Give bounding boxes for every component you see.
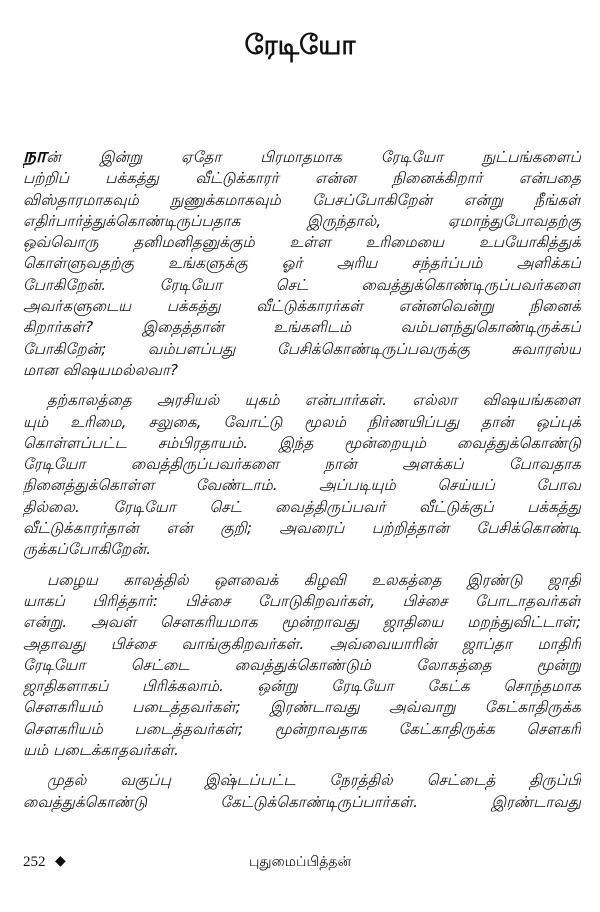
book-author: புதுமைப்பித்தன் xyxy=(248,854,352,870)
text-line: நினைத்துக்கொள்ள வேண்டாம். அப்படியும் செய்யப் போவ xyxy=(23,476,581,495)
text-line: விஸ்தாரமாகவும் நுணுக்கமாகவும் பேசப்போகிறேன் என்று நீங்கள் xyxy=(23,190,581,209)
text-line: பற்றிப் பக்கத்து வீட்டுக்காரர் என்ன நினைக்கிறார் என்பதை xyxy=(23,169,581,188)
text-line: மான விஷயமல்லவா? xyxy=(23,360,178,379)
text-line: சௌகரியம் படைத்தவர்கள்; மூன்றாவதாக கேட்காதிருக்க சௌகரி xyxy=(23,719,581,738)
text-line: எதிர்பார்த்துக்கொண்டிருப்பதாக இருந்தால், ஏமாந்துபோவதற்கு xyxy=(23,211,581,230)
page-title: ரேடியோ xyxy=(244,30,356,61)
paragraph-4 xyxy=(23,770,581,813)
text-line: போகிறேன். ரேடியோ செட் வைத்துக்கொண்டிருப்பவர்களை xyxy=(23,275,581,294)
text-line: ஜாதிகளாகப் பிரிக்கலாம். ஒன்று ரேடியோ கேட்க சொந்தமாக xyxy=(23,677,581,696)
text-line: தில்லை. ரேடியோ செட் வைத்திருப்பவர் வீட்டுக்குப் பக்கத்து xyxy=(23,497,581,516)
body-text xyxy=(23,145,581,813)
text-line: கிறார்கள்? இதைத்தான் உங்களிடம் வம்பளந்துகொண்டிருக்கப் xyxy=(23,318,581,337)
text-line: கொள்ளப்பட்ட சம்பிரதாயம். இந்த மூன்றையும் வைத்துக்கொண்டு xyxy=(23,433,581,452)
text-line: சௌகரியம் படைத்தவர்கள்; இரண்டாவது அவ்வாறு கேட்காதிருக்க xyxy=(23,698,581,717)
text-line: வீட்டுக்காரர்தான் என் குறி; அவரைப் பற்றித்தான் பேசிக்கொண்டி xyxy=(23,519,581,538)
paragraph-1 xyxy=(23,145,581,381)
page-number: 252 xyxy=(23,854,46,870)
text-line: ன் இன்று ஏதோ பிரமாதமாக ரேடியோ நுட்பங்களைப் xyxy=(46,148,581,166)
text-line: பழைய காலத்தில் ஔவைக் கிழவி உலகத்தை இரண்டு ஜாதி xyxy=(47,570,581,589)
text-line: வைத்துக்கொண்டு கேட்டுக்கொண்டிருப்பார்கள். இரண்டாவது xyxy=(23,792,581,811)
diamond-icon: ◆ xyxy=(55,854,66,869)
text-line: கொள்ளுவதற்கு உங்களுக்கு ஓர் அரிய சந்தர்ப்பம் அளிக்கப் xyxy=(23,254,581,273)
text-line: போகிறேன்; வம்பளப்பது பேசிக்கொண்டிருப்பவருக்கு சுவாரஸ்ய xyxy=(23,339,581,358)
text-line: ஒவ்வொரு தனிமனிதனுக்கும் உள்ள உரிமையை உபயோகித்துக் xyxy=(23,233,581,252)
text-line: என்று. அவள் சௌகரியமாக மூன்றாவது ஜாதியை மறந்துவிட்டாள்; xyxy=(23,613,581,632)
text-line: ருக்கப்போகிறேன். xyxy=(23,540,151,559)
text-line: முதல் வகுப்பு இஷ்டப்பட்ட நேரத்தில் செட்டைத் திருப்பி xyxy=(47,771,581,790)
text-line: ரேடியோ வைத்திருப்பவர்களை நான் அளக்கப் போவதாக xyxy=(23,455,581,474)
page-footer xyxy=(0,854,600,874)
dropcap: நா xyxy=(23,145,47,167)
paragraph-3 xyxy=(23,570,581,762)
text-line: யும் உரிமை, சலுகை, வோட்டு மூலம் நிர்ணயிப்பது தான் ஒப்புக் xyxy=(23,412,581,431)
text-line: அவர்களுடைய பக்கத்து வீட்டுக்காரர்கள் என்னவென்று நினைக் xyxy=(23,297,581,316)
text-line: யம் படைக்காதவர்கள். xyxy=(23,741,179,760)
text-line: அதாவது பிச்சை வாங்குகிறவர்கள். அவ்வையாரின் ஜாப்தா மாதிரி xyxy=(23,634,581,653)
text-line: யாகப் பிரித்தார்: பிச்சை போடுகிறவர்கள், பிச்சை போடாதவர்கள் xyxy=(23,591,581,610)
paragraph-2 xyxy=(23,390,581,560)
text-line: ரேடியோ செட்டை வைத்துக்கொண்டும் லோகத்தை மூன்று xyxy=(23,655,581,674)
text-line: தற்காலத்தை அரசியல் யுகம் என்பார்கள். எல்லா விஷயங்களை xyxy=(47,391,581,410)
